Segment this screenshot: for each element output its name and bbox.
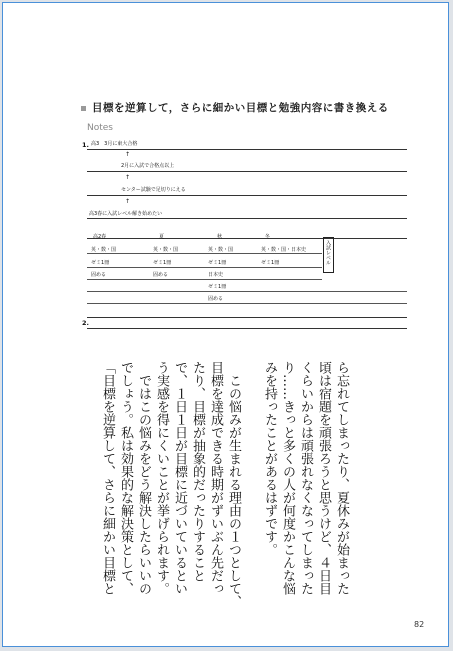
col-item: 英・数・国・日本史 xyxy=(261,247,307,253)
up-arrow-icon: ↑ xyxy=(125,198,131,205)
col-item: 英・数・国 xyxy=(208,247,234,253)
notes-label: Notes xyxy=(87,123,113,133)
entrance-level-box xyxy=(323,237,334,273)
col-header-winter: 冬 xyxy=(265,234,271,240)
body-line: 目標を達成できる時期がずいぶん先だっ xyxy=(208,361,223,595)
col-item: 日本史 xyxy=(208,272,224,278)
note-number-1: 1. xyxy=(82,141,89,149)
col-item: 固める xyxy=(208,296,224,302)
body-line: みを持ったことがあるはずです。 xyxy=(262,361,277,556)
step-4: 高3春に入試レベル解き始めたい xyxy=(89,211,163,217)
bullet-icon xyxy=(81,106,86,111)
body-line: ではこの悩みをどう解決したらいいの xyxy=(136,361,151,595)
rule-line xyxy=(87,303,407,304)
book-page xyxy=(2,2,449,647)
rule-line xyxy=(87,328,407,329)
col-item: 固める xyxy=(91,272,107,278)
section-heading xyxy=(81,100,389,115)
rule-line xyxy=(87,218,407,219)
body-text xyxy=(98,361,350,608)
body-line: で、１日１日が目標に近づいているとい xyxy=(172,361,187,595)
entrance-level-text: 入試レベル xyxy=(325,240,331,265)
col-item: ゼミ1冊 xyxy=(261,260,280,266)
col-item: ゼミ1冊 xyxy=(153,260,172,266)
body-line: り……きっと多くの人が何度かこんな悩 xyxy=(280,361,295,595)
step-3: センター試験で足切りにえる xyxy=(121,187,186,193)
col-item: 固める xyxy=(153,272,169,278)
col-header-summer: 夏 xyxy=(159,234,165,240)
up-arrow-icon: ↑ xyxy=(125,174,131,181)
col-item: ゼミ1冊 xyxy=(208,284,227,290)
col-item: ゼミ1冊 xyxy=(208,260,227,266)
rule-line xyxy=(87,317,407,318)
body-line: この悩みが生まれる理由の１つとして、 xyxy=(226,361,241,608)
up-arrow-icon: ↑ xyxy=(125,151,131,158)
step-1: 高3 3月に東大合格 xyxy=(91,141,138,147)
step-2: 2月に入試で合格点以上 xyxy=(121,163,175,169)
rule-line xyxy=(87,195,407,196)
rule-line xyxy=(87,171,407,172)
body-line: う実感を得にくいことが挙げられます。 xyxy=(154,361,169,595)
body-line xyxy=(242,361,260,601)
note-number-2: 2. xyxy=(82,319,89,327)
col-item: 英・数・国 xyxy=(91,247,117,253)
col-item: ゼミ1冊 xyxy=(91,260,110,266)
section-heading-text: 目標を逆算して，さらに細かい目標と勉強内容に書き換える xyxy=(92,102,389,114)
page-number: 82 xyxy=(414,620,425,629)
rule-line xyxy=(87,149,407,150)
body-line: くらいからは頑張れなくなってしまった xyxy=(298,361,313,595)
body-line: でしょう。私は効果的な解決策として、 xyxy=(118,361,133,595)
body-line: 「目標を逆算して、さらに細かい目標と xyxy=(100,361,115,595)
rule-line xyxy=(87,279,322,280)
col-header-spring: 高2春 xyxy=(93,234,107,240)
body-line: 頃は宿題を頑張ろうと思うけど、４日目 xyxy=(316,361,331,595)
rule-line xyxy=(87,291,407,292)
body-line: ら忘れてしまったり、夏休みが始まった xyxy=(334,361,349,595)
col-item: 英・数・国 xyxy=(153,247,179,253)
rule-line xyxy=(87,253,322,254)
rule-line xyxy=(87,238,407,239)
rule-line xyxy=(87,267,322,268)
body-line: たり、目標が抽象的だったりすること xyxy=(190,361,205,582)
col-header-autumn: 秋 xyxy=(217,234,223,240)
